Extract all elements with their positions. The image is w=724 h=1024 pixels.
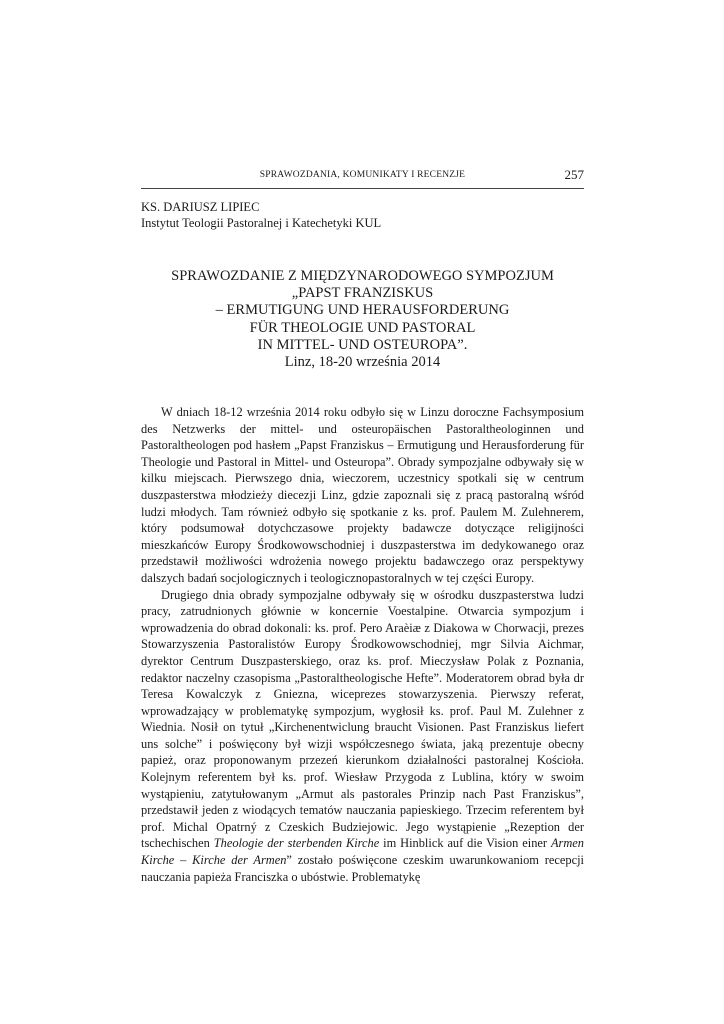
author-affiliation: Instytut Teologii Pastoralnej i Katechetyki KUL <box>141 216 382 230</box>
paragraph-2-text: Drugiego dnia obrady sympozjalne odbywały się w ośrodku duszpasterstwa ludzi pracy, zatrudnionych głównie w koncernie Voestalpine. Otwarcia sympozjum i wprowadzenia do obrad dokonali: ks. prof. Pero Araèiæ z Diakowa w Chorwacji, prezes Stowarzyszenia Pastoralistów Europy Środkowowschodniej, mgr Silvia Aichmar, dyrektor Centrum Duszpasterskiego, oraz ks. prof. Mieczysław Polak z Poznania, redaktor naczelny czasopisma „Pastoraltheologische Hefte”. Moderatorem obrad była dr Teresa Kowalczyk z Gniezna, wiceprezes stowarzyszenia. Pierwszy referat, wprowadzający w problematykę sympozjum, wygłosił ks. prof. Paul M. Zulehner z Wiednia. Nosił on tytuł „Kirchenentwiclung braucht Visionen. Past Franziskus liefert uns solche” i poświęcony był wizji współczesnego świata, jaką prezentuje obecny papież, oraz proponowanym przezeń kierunkom działalności pastoralnej Kościoła. Kolejnym referentem był ks. prof. Wiesław Przygoda z Lublina, który w swoim wystąpieniu, zatytułowanym „Armut als pastorales Prinzip nach Past Franziskus”, przedstawił jeden z wiodących tematów nauczania papieskiego. Trzecim referentem był prof. Michal Opatrný z Czeskich Budziejowic. Jego wystąpienie „Rezeption der tschechischen <box>141 587 584 851</box>
title-line: IN MITTEL- UND OSTEUROPA”. <box>257 336 468 353</box>
italic-title: Theologie der sterbenden Kirche <box>213 836 380 851</box>
article-title <box>141 268 584 371</box>
title-line: SPRAWOZDANIE Z MIĘDZYNARODOWEGO SYMPOZJUM <box>171 268 554 284</box>
title-date-line: Linz, 18-20 września 2014 <box>284 354 441 371</box>
paragraph-2-text: im Hinblick auf die Vision einer <box>379 836 551 851</box>
paragraph-1: W dniach 18-12 września 2014 roku odbyło się w Linzu doroczne Fachsymposium des Netzwerks der mittel- und osteuropäischen Pastoraltheologinnen und Pastoraltheologen pod hasłem „Papst Franziskus – Ermutigung und Herausforderung für Theologie und Pastoral in Mittel- und Osteuropa”. Obrady sympozjalne odbywały się w kilku miejscach. Pierwszego dnia, wieczorem, uczestnicy spotkali się w centrum duszpasterstwa młodzieży diecezji Linz, gdzie zapoznali się z pracą pastoralną wśród ludzi młodych. Tam również odbyło się spotkanie z ks. prof. Paulem M. Zulehnerem, który podsumował dotychczasowe projekty badawcze dotyczące religijności mieszkańców Europy Środkowowschodniej i duszpasterstwa im dedykowanego oraz przedstawił możliwości wdrożenia nowego projektu badawczego oraz perspektywy dalszych badań socjologicznych i teologicznopastoralnych w tej części Europy. <box>141 405 584 585</box>
running-header <box>141 168 584 189</box>
title-line: „PAPST FRANZISKUS <box>291 285 434 302</box>
article-body <box>141 404 584 885</box>
running-title: SPRAWOZDANIA, KOMUNIKATY I RECENZJE <box>259 170 466 180</box>
title-line: – ERMUTIGUNG UND HERAUSFORDERUNG <box>215 302 510 319</box>
page-number: 257 <box>564 167 584 182</box>
paragraph-2 <box>141 587 584 886</box>
title-line: FÜR THEOLOGIE UND PASTORAL <box>249 319 476 336</box>
author-name: KS. DARIUSZ LIPIEC <box>141 200 260 214</box>
author-block <box>141 199 381 231</box>
paragraph-2-text: ” zostało poświęcone czeskim uwarunkowaniom recepcji nauczania papieża Franciszka o ubóstwie. Problematykę <box>141 853 584 884</box>
italic-title: Armen Kirche – Kirche der Armen <box>141 836 584 868</box>
